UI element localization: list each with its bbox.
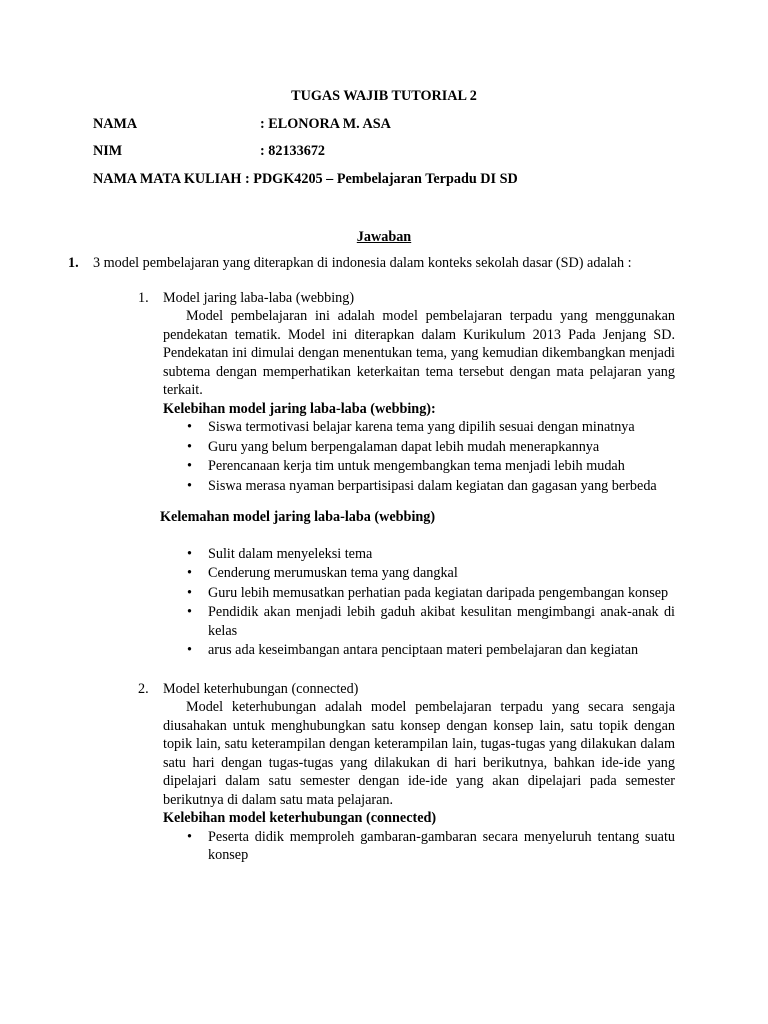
model-1-advantages-heading: Kelebihan model jaring laba-laba (webbing): [163, 400, 436, 417]
list-item: • Guru yang belum berpengalaman dapat lebih mudah menerapkannya [208, 438, 675, 457]
question-number: 1. [68, 255, 79, 271]
list-item: • Siswa termotivasi belajar karena tema yang dipilih sesuai dengan minatnya [208, 418, 675, 437]
model-2-title: Model keterhubungan (connected) [163, 680, 359, 697]
course-label: NAMA MATA KULIAH [93, 171, 242, 187]
list-item: • Peserta didik memproleh gambaran-gambaran secara menyeluruh tentang suatu konsep [208, 828, 675, 865]
course-row [93, 170, 518, 189]
model-1-disadvantages-heading: Kelemahan model jaring laba-laba (webbing) [160, 509, 436, 525]
list-item: • Perencanaan kerja tim untuk mengembangkan tema menjadi lebih mudah [208, 457, 675, 476]
nim-row [93, 142, 325, 161]
model-2-title-row [138, 680, 675, 699]
model-2-advantages-heading: Kelebihan model keterhubungan (connected) [163, 810, 437, 826]
nim-value: : 82133672 [260, 143, 326, 159]
list-item: • Siswa merasa nyaman berpartisipasi dalam kegiatan dan gagasan yang berbeda [208, 477, 675, 496]
list-item: • arus ada keseimbangan antara penciptaan materi pembelajaran dan kegiatan [208, 641, 675, 660]
list-item: • Cenderung merumuskan tema yang dangkal [208, 564, 675, 583]
list-item: • Guru lebih memusatkan perhatian pada kegiatan daripada pengembangan konsep [208, 584, 675, 603]
model-1-number: 1. [138, 289, 149, 306]
answer-body [0, 254, 768, 866]
question-text: 3 model pembelajaran yang diterapkan di indonesia dalam konteks sekolah dasar (SD) adalah : [93, 255, 632, 271]
model-1-title: Model jaring laba-laba (webbing) [163, 289, 355, 306]
nim-label: NIM [93, 143, 123, 159]
question-1 [68, 254, 675, 273]
name-label: NAMA [93, 116, 138, 132]
model-1-description: Model pembelajaran ini adalah model pembelajaran terpadu yang menggunakan pendekatan tematik. Model ini diterapkan dalam Kurikulum 2013 Pada Jenjang SD. Pendekatan ini dimulai dengan menentukan tema, yang kemudian dikembangkan menjadi subtema dengan memperhatikan keterkaitan tema tersebut dengan mata pelajaran yang terkait. [163, 308, 675, 398]
list-item: • Sulit dalam menyeleksi tema [208, 545, 675, 564]
list-item: • Pendidik akan menjadi lebih gaduh akibat kesulitan mengimbangi anak-anak di kelas [208, 603, 675, 640]
name-value: : ELONORA M. ASA [260, 116, 391, 132]
model-1-disadvantages-list [0, 545, 768, 660]
model-2-number: 2. [138, 680, 149, 697]
model-2-advantages-list [0, 828, 768, 865]
model-1-title-row [138, 289, 675, 308]
name-row [93, 115, 391, 134]
model-2-description: Model keterhubungan adalah model pembelajaran terpadu yang secara sengaja diusahakan untuk menghubungkan satu konsep dengan konsep lain, satu topik dengan topik lain, satu keterampilan dengan keterampilan lain, tugas-tugas yang dilakukan dalam satu hari dengan tugas-tugas yang dilakukan di hari berikutnya, bahkan ide-ide yang dipelajari dalam satu semester dengan ide-ide yang akan dipelajari pada semester berikutnya di dalam satu mata pelajaran. [163, 699, 675, 808]
answer-heading: Jawaban [356, 229, 412, 245]
model-1-advantages-list [0, 418, 768, 495]
course-value: : PDGK4205 – Pembelajaran Terpadu DI SD [245, 171, 518, 187]
document-title: TUGAS WAJIB TUTORIAL 2 [291, 88, 477, 104]
